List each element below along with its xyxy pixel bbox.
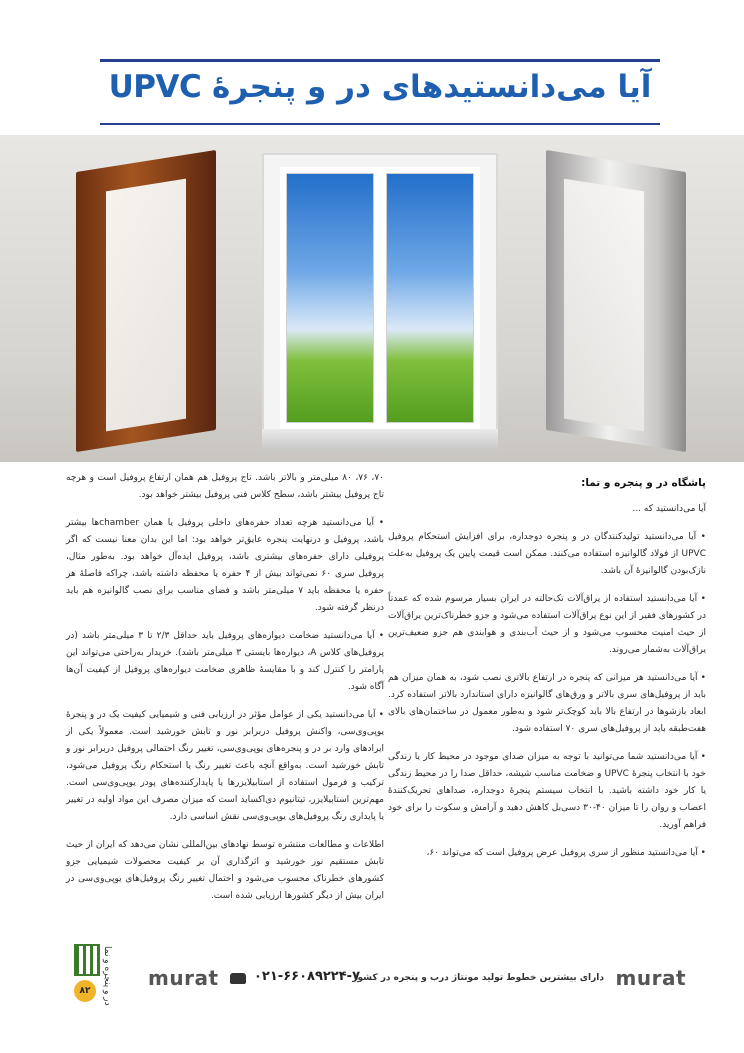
brand-logo-right xyxy=(616,966,687,990)
paragraph: • آیا می‌دانستید ضخامت دیواره‌های پروفیل باید حداقل ۲/۳ تا ۳ میلی‌متر باشد (در پروفیل‌های کلاس A، دیواره‌ها بایستی ۳ میلی‌متر باشد). خریدار به‌راحتی می‌تواند این پارامتر را کنترل کند و با مقایسهٔ ظاهری ضخامت دیواره‌های پروفیل از کیفیت آن‌ها آگاه شود. xyxy=(66,631,385,692)
brand-name: murat xyxy=(148,966,219,990)
phone-number: ۰۲۱-۶۶۰۸۹۲۲۴-۷ xyxy=(254,969,361,984)
right-column xyxy=(388,470,706,873)
wood-profile-image xyxy=(70,155,220,445)
paragraph: • آیا می‌دانستید هر میزانی که پنجره در ارتفاع بالاتری نصب شود، به همان میزان هم باید از پروفیل‌های سری بالاتر و ورق‌های گالوانیزه دارای استاندارد بالاتر استفاده کرد. ابعاد بازشوها در ارتفاع بالا باید کوچک‌تر شود و به‌طور معمول در ساختمان‌های بالای هفت‌طبقه باید از پروفیل‌های سری ۷۰ استفاده شود. xyxy=(388,673,706,734)
title-rule-top xyxy=(100,59,660,62)
paragraph: • آیا می‌دانستید یکی از عوامل مؤثر در ارزیابی فنی و شیمیایی کیفیت یک در و پنجرهٔ یوپی‌وی‌سی، واکنش پروفیل دربرابر نور و تابش خورشید است. معمولاً یکی از ایرادهای وارد بر در و پنجره‌های یوپی‌وی‌سی، تغییر رنگ احتمالی پروفیل دربرابر نور و تابش خورشید است. به‌واقع آنچه باعث تغییر رنگ یا استحکام رنگ پروفیل می‌شود، ترکیب و فرمول استفاده از استابیلایزرها یا پایدارکننده‌های پودر یوپی‌وی‌سی است. مهم‌ترین استابیلایزر، تیتانیوم دی‌اکساید است که میزان مصرف این مواد اولیه در تغییر یا پایداری رنگ پروفیل‌های یوپی‌وی‌سی نقش اساسی دارد. xyxy=(66,710,384,822)
footer xyxy=(60,936,696,1006)
paragraph: • آیا می‌دانستید هرچه تعداد حفره‌های داخلی پروفیل یا همان chamberها بیشتر باشد، پروفیل و درنهایت پنجره عایق‌تر خواهد بود: اما این بدان معنا نیست که اگر پروفیلی دارای حفره‌های بیشتری باشد، پروفیل ایده‌آل خواهد بود. به‌طور مثال، پروفیل سری ۶۰ نمی‌تواند بیش از ۴ حفره یا محفظه داشته باشد، چراکه فاصلهٔ هر حفره یا محفظه باید ۷ میلی‌متر باشد و فضای مناسب برای نصب گالوانیزه هم باید درنظر گرفته شود. xyxy=(66,518,385,613)
page-number: ۸۲ xyxy=(74,980,96,1002)
paragraph: ۷۰، ۷۶، ۸۰ میلی‌متر و بالاتر باشد. تاج پروفیل هم همان ارتفاع پروفیل است و هرچه تاج پروفیل بیشتر باشد، سطح کلاس فنی پروفیل بیشتر خواهد بود. xyxy=(66,473,385,500)
title-rule-bottom xyxy=(100,123,660,125)
paragraph: اطلاعات و مطالعات منتشره توسط نهادهای بین‌المللی نشان می‌دهد که ایران از حیث تابش مستقیم نور خورشید و اثرگذاری آن بر کیفیت محصولات شیمیایی جزو کشورهای خطرناک محسوب می‌شود و احتمال تغییر رنگ پروفیل‌های یوپی‌وی‌سی در ایران بیش از دیگر کشورها ارزیابی شده است. xyxy=(66,840,384,901)
open-window-image xyxy=(262,153,498,449)
magazine-logo-icon xyxy=(74,944,100,976)
paragraph: • آیا می‌دانستید منظور از سری پروفیل عرض پروفیل است که می‌تواند ۶۰، xyxy=(426,848,706,858)
section-heading: پاشگاه در و پنجره و تما: xyxy=(581,477,706,489)
left-column xyxy=(66,470,384,916)
paragraph: • آیا می‌دانستید شما می‌توانید با توجه به میزان صدای موجود در محیط کار یا زندگی خود با انتخاب پنجرهٔ UPVC و ضخامت مناسب شیشه، حداقل صدا را در محیط زندگی یا کار خود داشته باشید. با انتخاب سیستم پنجرهٔ دوجداره، صداهای تحریک‌کنندهٔ اعصاب و روان را تا میزان ۴۰-۳۰ دسی‌بل کاهش دهید و آرامش و سکوت را برای خود فراهم آورید. xyxy=(388,752,706,830)
page-title: آیا می‌دانستیدهای در و پنجرهٔ UPVC xyxy=(108,69,652,105)
footer-tagline: دارای بیشترین خطوط تولید مونتاژ درب و پنجره در کشور xyxy=(352,973,604,983)
brand-logo-left xyxy=(148,966,219,990)
magazine-name: در و پنجره و نما xyxy=(102,946,112,1006)
title-band xyxy=(100,59,660,125)
phone-icon xyxy=(230,973,246,984)
paragraph: • آیا می‌دانستید استفاده از یراق‌آلات تک‌حالته در ایران بسیار مرسوم شده که عمدتاً در کشورهای فقیر از این نوع یراق‌آلات استفاده می‌شود و جزو خطرناک‌ترین یراق‌آلات از حیث امنیت محسوب می‌شود و از حیث آب‌بندی و هوابندی هم جزو ضعیف‌ترین یراق‌آلات به‌شمار می‌روند. xyxy=(388,594,706,655)
white-profile-image xyxy=(540,155,690,445)
window-photo xyxy=(0,135,744,462)
paragraph: • آیا می‌دانستید تولیدکنندگان در و پنجره دوجداره، برای افزایش استحکام پروفیل UPVC از فولاد گالوانیزه استفاده می‌کنند. ممکن است قیمت پایین یک پروفیل به‌علت نازک‌بودن گالوانیزهٔ آن باشد. xyxy=(388,532,706,576)
brand-name: murat xyxy=(615,966,686,990)
paragraph: آیا می‌دانستید که ... xyxy=(632,504,706,514)
